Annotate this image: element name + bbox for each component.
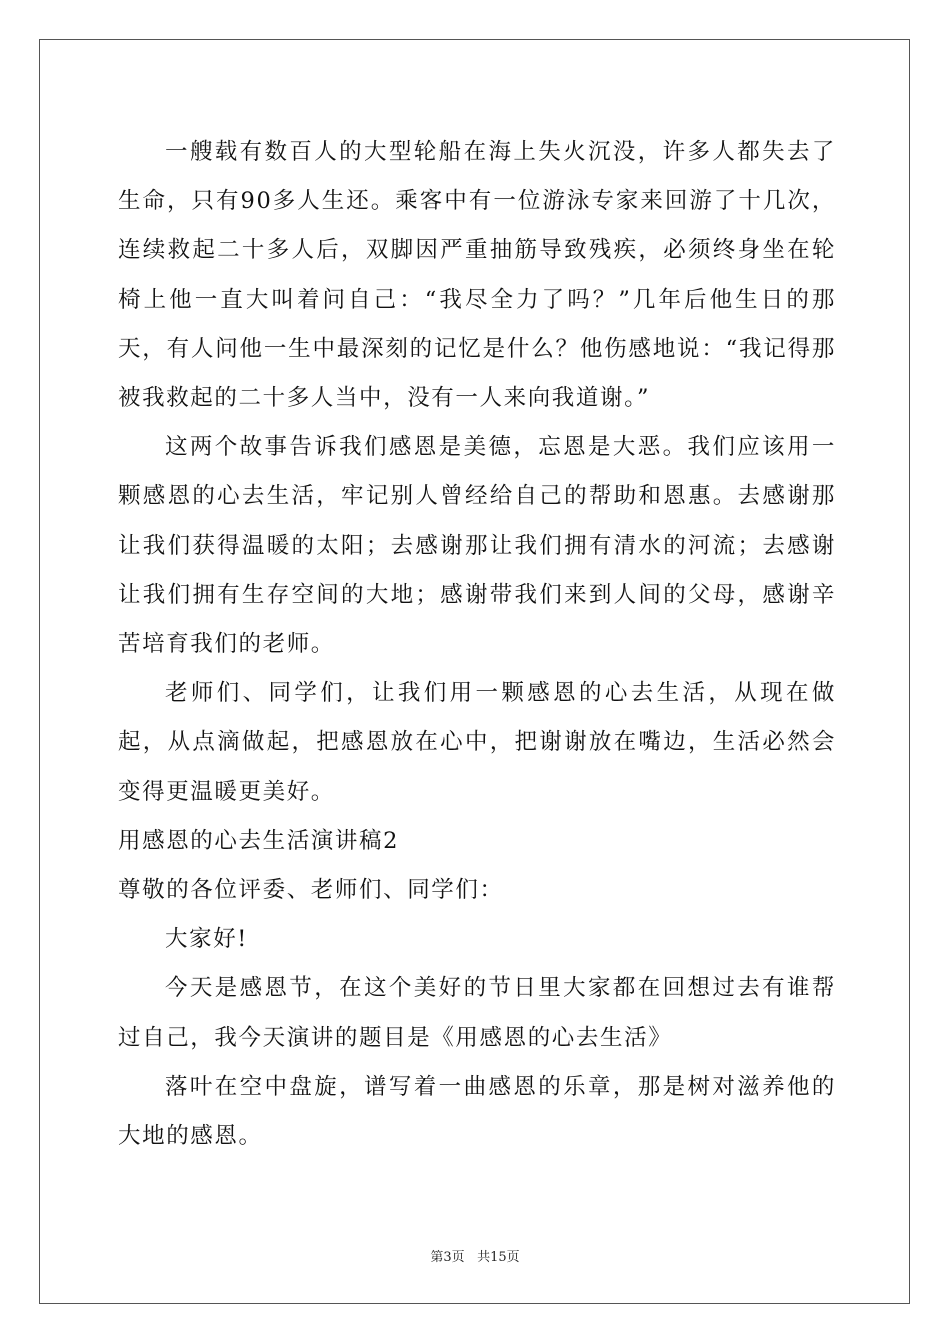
greeting: 大家好!	[165, 926, 248, 953]
paragraph-thanksgiving: 今天是感恩节，在这个美好的节日里大家都在回想过去有谁帮过自己，我今天演讲的题目是《用感恩的心去生活》	[118, 975, 836, 1051]
page-footer	[0, 1250, 950, 1266]
paragraph-call-to-action: 老师们、同学们，让我们用一颗感恩的心去生活，从现在做起，从点滴做起，把感恩放在心中，把谢谢放在嘴边，生活必然会变得更温暖更美好。	[118, 680, 836, 805]
page-total: 共15页	[477, 1250, 520, 1265]
section-title: 用感恩的心去生活演讲稿2	[118, 827, 400, 854]
paragraph-falling-leaves: 落叶在空中盘旋，谱写着一曲感恩的乐章，那是树对滋养他的大地的感恩。	[118, 1073, 836, 1150]
salutation: 尊敬的各位评委、老师们、同学们：	[118, 877, 504, 904]
page-number: 第3页	[430, 1250, 465, 1265]
paragraph-gratitude-virtue: 这两个故事告诉我们感恩是美德，忘恩是大恶。我们应该用一颗感恩的心去生活，牢记别人曾经给自己的帮助和恩惠。去感谢那让我们获得温暖的太阳；去感谢那让我们拥有清水的河流；去感谢让我们拥有生存空间的大地；感谢带我们来到人间的父母，感谢辛苦培育我们的老师。	[118, 434, 836, 658]
document-body	[118, 128, 836, 1161]
paragraph-story: 一艘载有数百人的大型轮船在海上失火沉没，许多人都失去了生命，只有90多人生还。乘客中有一位游泳专家来回游了十几次，连续救起二十多人后，双脚因严重抽筋导致残疾，必须终身坐在轮椅上他一直大叫着问自己：“我尽全力了吗？”几年后他生日的那天，有人问他一生中最深刻的记忆是什么？他伤感地说：“我记得那被我救起的二十多人当中，没有一人来向我道谢。”	[118, 139, 836, 412]
